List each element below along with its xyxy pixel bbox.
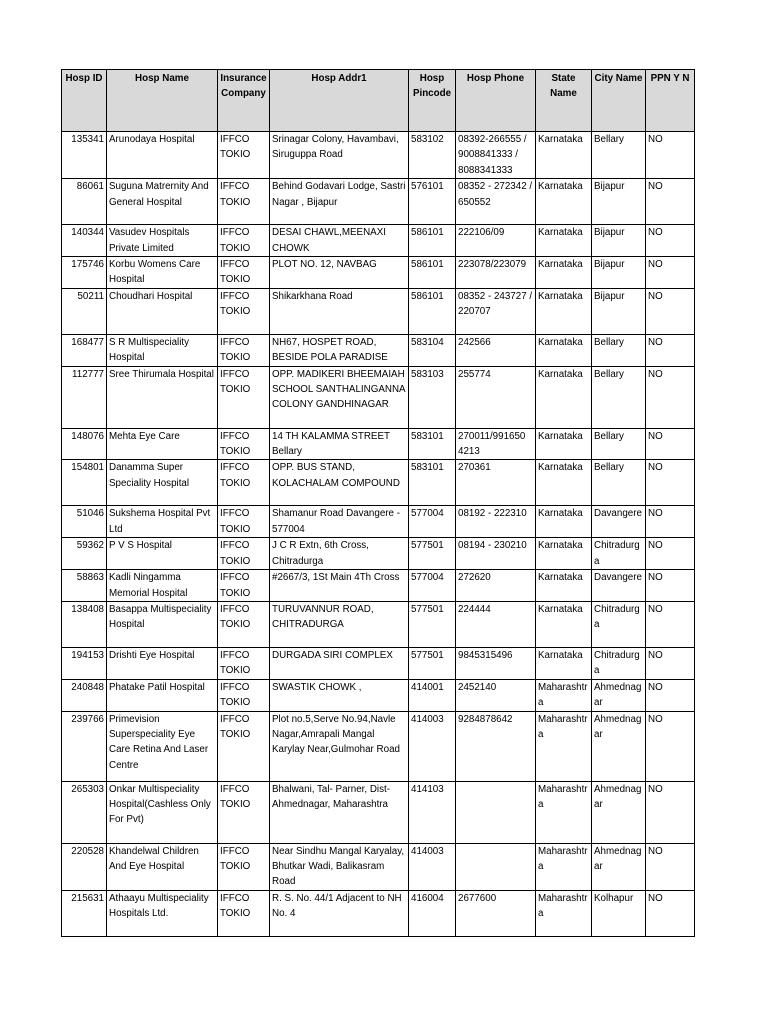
cell-insurance-company: IFFCO TOKIO <box>218 647 270 679</box>
cell-city-name: Ahmednagar <box>592 679 646 711</box>
cell-insurance-company: IFFCO TOKIO <box>218 179 270 225</box>
cell-state-name: Karnataka <box>536 570 592 602</box>
cell-hosp-pincode: 583104 <box>409 334 456 366</box>
cell-hosp-id: 50211 <box>62 288 107 334</box>
cell-city-name: Davangere <box>592 570 646 602</box>
table-row <box>62 132 695 179</box>
cell-state-name: Maharashtra <box>536 890 592 936</box>
cell-hosp-addr1: OPP. MADIKERI BHEEMAIAH SCHOOL SANTHALINGANNA COLONY GANDHINAGAR <box>270 366 409 428</box>
spreadsheet-page <box>61 69 694 937</box>
table-row <box>62 781 695 843</box>
cell-ppn-y-n: NO <box>646 506 695 538</box>
cell-ppn-y-n: NO <box>646 781 695 843</box>
cell-hosp-id: 59362 <box>62 538 107 570</box>
cell-hosp-phone <box>456 843 536 890</box>
cell-hosp-id: 138408 <box>62 601 107 647</box>
header-hosp-addr1: Hosp Addr1 <box>270 70 409 132</box>
cell-hosp-phone: 08392-266555 / 9008841333 / 8088341333 <box>456 132 536 179</box>
cell-hosp-addr1: R. S. No. 44/1 Adjacent to NH No. 4 <box>270 890 409 936</box>
cell-hosp-id: 220528 <box>62 843 107 890</box>
cell-state-name: Maharashtra <box>536 679 592 711</box>
cell-hosp-phone: 08194 - 230210 <box>456 538 536 570</box>
table-row <box>62 890 695 936</box>
cell-hosp-pincode: 416004 <box>409 890 456 936</box>
cell-hosp-id: 215631 <box>62 890 107 936</box>
cell-hosp-pincode: 583103 <box>409 366 456 428</box>
cell-hosp-addr1: Near Sindhu Mangal Karyalay, Bhutkar Wadi, Balikasram Road <box>270 843 409 890</box>
cell-hosp-phone: 2677600 <box>456 890 536 936</box>
cell-city-name: Ahmednagar <box>592 711 646 781</box>
cell-ppn-y-n: NO <box>646 647 695 679</box>
cell-insurance-company: IFFCO TOKIO <box>218 366 270 428</box>
cell-hosp-addr1: NH67, HOSPET ROAD, BESIDE POLA PARADISE <box>270 334 409 366</box>
cell-hosp-pincode: 577501 <box>409 538 456 570</box>
cell-hosp-id: 168477 <box>62 334 107 366</box>
cell-hosp-id: 140344 <box>62 225 107 257</box>
cell-ppn-y-n: NO <box>646 570 695 602</box>
cell-hosp-name: Suguna Matrernity And General Hospital <box>107 179 218 225</box>
cell-hosp-phone: 222106/09 <box>456 225 536 257</box>
cell-state-name: Karnataka <box>536 428 592 460</box>
cell-state-name: Karnataka <box>536 132 592 179</box>
cell-insurance-company: IFFCO TOKIO <box>218 334 270 366</box>
cell-hosp-phone: 08352 - 243727 / 220707 <box>456 288 536 334</box>
header-hosp-id: Hosp ID <box>62 70 107 132</box>
header-ppn-y-n: PPN Y N <box>646 70 695 132</box>
cell-hosp-phone: 270011/991650 4213 <box>456 428 536 460</box>
header-row <box>62 70 695 132</box>
cell-hosp-addr1: Srinagar Colony, Havambavi, Siruguppa Road <box>270 132 409 179</box>
cell-state-name: Maharashtra <box>536 711 592 781</box>
cell-hosp-pincode: 577501 <box>409 601 456 647</box>
cell-ppn-y-n: NO <box>646 334 695 366</box>
cell-city-name: Davangere <box>592 506 646 538</box>
cell-hosp-id: 240848 <box>62 679 107 711</box>
cell-hosp-phone: 9845315496 <box>456 647 536 679</box>
cell-hosp-phone: 9284878642 <box>456 711 536 781</box>
cell-state-name: Karnataka <box>536 366 592 428</box>
cell-hosp-name: Choudhari Hospital <box>107 288 218 334</box>
cell-city-name: Chitradurga <box>592 538 646 570</box>
table-row <box>62 179 695 225</box>
cell-hosp-addr1: DURGADA SIRI COMPLEX <box>270 647 409 679</box>
cell-city-name: Ahmednagar <box>592 781 646 843</box>
cell-insurance-company: IFFCO TOKIO <box>218 428 270 460</box>
cell-hosp-id: 112777 <box>62 366 107 428</box>
cell-city-name: Chitradurga <box>592 601 646 647</box>
cell-state-name: Karnataka <box>536 601 592 647</box>
cell-city-name: Bellary <box>592 366 646 428</box>
cell-city-name: Bellary <box>592 460 646 506</box>
cell-hosp-phone: 08352 - 272342 / 650552 <box>456 179 536 225</box>
cell-hosp-id: 135341 <box>62 132 107 179</box>
cell-state-name: Karnataka <box>536 334 592 366</box>
table-row <box>62 366 695 428</box>
cell-insurance-company: IFFCO TOKIO <box>218 679 270 711</box>
table-row <box>62 334 695 366</box>
cell-ppn-y-n: NO <box>646 460 695 506</box>
cell-insurance-company: IFFCO TOKIO <box>218 288 270 334</box>
cell-ppn-y-n: NO <box>646 225 695 257</box>
cell-hosp-name: Basappa Multispeciality Hospital <box>107 601 218 647</box>
header-hosp-name: Hosp Name <box>107 70 218 132</box>
cell-hosp-name: Athaayu Multispeciality Hospitals Ltd. <box>107 890 218 936</box>
cell-insurance-company: IFFCO TOKIO <box>218 843 270 890</box>
cell-ppn-y-n: NO <box>646 132 695 179</box>
cell-state-name: Maharashtra <box>536 781 592 843</box>
cell-ppn-y-n: NO <box>646 366 695 428</box>
table-row <box>62 225 695 257</box>
cell-hosp-phone: 2452140 <box>456 679 536 711</box>
cell-hosp-id: 175746 <box>62 257 107 289</box>
cell-city-name: Bijapur <box>592 257 646 289</box>
header-state-name: State Name <box>536 70 592 132</box>
cell-hosp-pincode: 414003 <box>409 711 456 781</box>
cell-hosp-name: Vasudev Hospitals Private Limited <box>107 225 218 257</box>
cell-city-name: Ahmednagar <box>592 843 646 890</box>
header-city-name: City Name <box>592 70 646 132</box>
header-hosp-pincode: Hosp Pincode <box>409 70 456 132</box>
cell-insurance-company: IFFCO TOKIO <box>218 132 270 179</box>
cell-hosp-addr1: Behind Godavari Lodge, Sastri Nagar , Bijapur <box>270 179 409 225</box>
cell-insurance-company: IFFCO TOKIO <box>218 538 270 570</box>
cell-ppn-y-n: NO <box>646 179 695 225</box>
cell-insurance-company: IFFCO TOKIO <box>218 460 270 506</box>
table-row <box>62 257 695 289</box>
cell-hosp-name: Korbu Womens Care Hospital <box>107 257 218 289</box>
cell-insurance-company: IFFCO TOKIO <box>218 601 270 647</box>
table-row <box>62 570 695 602</box>
cell-hosp-name: Onkar Multispeciality Hospital(Cashless Only For Pvt) <box>107 781 218 843</box>
cell-insurance-company: IFFCO TOKIO <box>218 781 270 843</box>
cell-state-name: Karnataka <box>536 506 592 538</box>
cell-hosp-addr1: 14 TH KALAMMA STREET Bellary <box>270 428 409 460</box>
cell-hosp-addr1: DESAI CHAWL,MEENAXI CHOWK <box>270 225 409 257</box>
table-body <box>62 132 695 937</box>
cell-hosp-pincode: 577004 <box>409 570 456 602</box>
cell-city-name: Bijapur <box>592 179 646 225</box>
cell-hosp-phone: 270361 <box>456 460 536 506</box>
cell-hosp-name: Phatake Patil Hospital <box>107 679 218 711</box>
cell-hosp-name: Kadli Ningamma Memorial Hospital <box>107 570 218 602</box>
cell-insurance-company: IFFCO TOKIO <box>218 225 270 257</box>
cell-hosp-addr1: TURUVANNUR ROAD, CHITRADURGA <box>270 601 409 647</box>
cell-insurance-company: IFFCO TOKIO <box>218 506 270 538</box>
cell-hosp-id: 86061 <box>62 179 107 225</box>
cell-city-name: Chitradurga <box>592 647 646 679</box>
cell-hosp-name: Khandelwal Children And Eye Hospital <box>107 843 218 890</box>
table-row <box>62 428 695 460</box>
table-row <box>62 538 695 570</box>
cell-hosp-pincode: 414001 <box>409 679 456 711</box>
cell-ppn-y-n: NO <box>646 711 695 781</box>
cell-hosp-phone: 242566 <box>456 334 536 366</box>
cell-ppn-y-n: NO <box>646 843 695 890</box>
cell-hosp-pincode: 583101 <box>409 428 456 460</box>
cell-hosp-pincode: 577501 <box>409 647 456 679</box>
header-insurance-company: Insurance Company <box>218 70 270 132</box>
table-row <box>62 647 695 679</box>
cell-hosp-phone: 224444 <box>456 601 536 647</box>
cell-hosp-id: 148076 <box>62 428 107 460</box>
cell-hosp-name: Mehta Eye Care <box>107 428 218 460</box>
cell-hosp-pincode: 586101 <box>409 257 456 289</box>
cell-state-name: Karnataka <box>536 460 592 506</box>
cell-hosp-phone: 272620 <box>456 570 536 602</box>
cell-hosp-id: 154801 <box>62 460 107 506</box>
cell-hosp-pincode: 586101 <box>409 288 456 334</box>
cell-hosp-name: Arunodaya Hospital <box>107 132 218 179</box>
cell-ppn-y-n: NO <box>646 538 695 570</box>
cell-hosp-addr1: Shikarkhana Road <box>270 288 409 334</box>
cell-hosp-id: 239766 <box>62 711 107 781</box>
cell-hosp-addr1: Plot no.5,Serve No.94,Navle Nagar,Amrapali Mangal Karylay Near,Gulmohar Road <box>270 711 409 781</box>
cell-hosp-pincode: 583101 <box>409 460 456 506</box>
cell-hosp-name: S R Multispeciality Hospital <box>107 334 218 366</box>
cell-ppn-y-n: NO <box>646 890 695 936</box>
cell-hosp-name: Drishti Eye Hospital <box>107 647 218 679</box>
cell-state-name: Karnataka <box>536 225 592 257</box>
cell-city-name: Bijapur <box>592 225 646 257</box>
cell-hosp-id: 265303 <box>62 781 107 843</box>
cell-insurance-company: IFFCO TOKIO <box>218 890 270 936</box>
cell-hosp-phone: 223078/223079 <box>456 257 536 289</box>
cell-insurance-company: IFFCO TOKIO <box>218 257 270 289</box>
cell-ppn-y-n: NO <box>646 257 695 289</box>
cell-city-name: Bellary <box>592 334 646 366</box>
table-header <box>62 70 695 132</box>
header-hosp-phone: Hosp Phone <box>456 70 536 132</box>
cell-city-name: Bellary <box>592 428 646 460</box>
cell-hosp-phone <box>456 781 536 843</box>
cell-insurance-company: IFFCO TOKIO <box>218 711 270 781</box>
cell-state-name: Karnataka <box>536 288 592 334</box>
cell-city-name: Bijapur <box>592 288 646 334</box>
cell-hosp-pincode: 586101 <box>409 225 456 257</box>
cell-hosp-phone: 08192 - 222310 <box>456 506 536 538</box>
cell-insurance-company: IFFCO TOKIO <box>218 570 270 602</box>
table-row <box>62 506 695 538</box>
cell-hosp-addr1: Shamanur Road Davangere - 577004 <box>270 506 409 538</box>
cell-ppn-y-n: NO <box>646 601 695 647</box>
cell-city-name: Bellary <box>592 132 646 179</box>
cell-state-name: Karnataka <box>536 538 592 570</box>
cell-hosp-name: Sukshema Hospital Pvt Ltd <box>107 506 218 538</box>
cell-hosp-name: Primevision Superspeciality Eye Care Retina And Laser Centre <box>107 711 218 781</box>
cell-city-name: Kolhapur <box>592 890 646 936</box>
cell-hosp-addr1: #2667/3, 1St Main 4Th Cross <box>270 570 409 602</box>
cell-hosp-id: 194153 <box>62 647 107 679</box>
cell-ppn-y-n: NO <box>646 428 695 460</box>
table-row <box>62 601 695 647</box>
cell-hosp-name: Danamma Super Speciality Hospital <box>107 460 218 506</box>
cell-hosp-pincode: 414103 <box>409 781 456 843</box>
table-row <box>62 711 695 781</box>
cell-state-name: Karnataka <box>536 647 592 679</box>
cell-hosp-addr1: J C R Extn, 6th Cross, Chitradurga <box>270 538 409 570</box>
cell-hosp-id: 51046 <box>62 506 107 538</box>
cell-hosp-name: P V S Hospital <box>107 538 218 570</box>
cell-hosp-phone: 255774 <box>456 366 536 428</box>
table-row <box>62 288 695 334</box>
cell-state-name: Karnataka <box>536 179 592 225</box>
cell-state-name: Maharashtra <box>536 843 592 890</box>
cell-hosp-addr1: SWASTIK CHOWK , <box>270 679 409 711</box>
cell-hosp-id: 58863 <box>62 570 107 602</box>
cell-hosp-addr1: Bhalwani, Tal- Parner, Dist- Ahmednagar, Maharashtra <box>270 781 409 843</box>
table-row <box>62 679 695 711</box>
cell-state-name: Karnataka <box>536 257 592 289</box>
cell-ppn-y-n: NO <box>646 288 695 334</box>
cell-hosp-pincode: 583102 <box>409 132 456 179</box>
table-row <box>62 843 695 890</box>
cell-hosp-name: Sree Thirumala Hospital <box>107 366 218 428</box>
cell-hosp-pincode: 577004 <box>409 506 456 538</box>
table-row <box>62 460 695 506</box>
cell-hosp-pincode: 576101 <box>409 179 456 225</box>
hospital-list-table <box>61 69 695 937</box>
cell-hosp-addr1: PLOT NO. 12, NAVBAG <box>270 257 409 289</box>
cell-hosp-addr1: OPP. BUS STAND, KOLACHALAM COMPOUND <box>270 460 409 506</box>
cell-ppn-y-n: NO <box>646 679 695 711</box>
cell-hosp-pincode: 414003 <box>409 843 456 890</box>
